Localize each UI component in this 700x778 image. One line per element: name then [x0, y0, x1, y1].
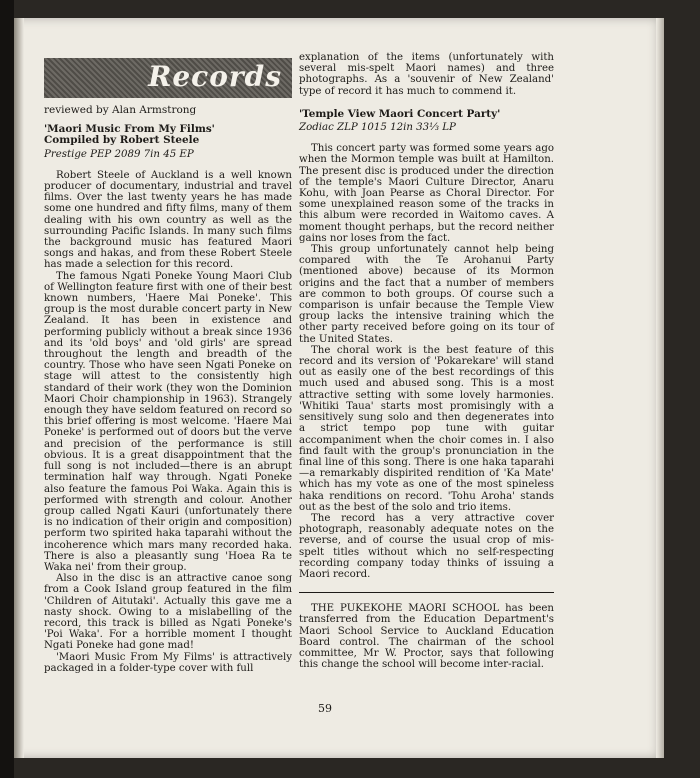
review-1-title: 'Maori Music From My Films': [44, 123, 215, 136]
news-body: has been transferred from the Education Department's Maori School Service to Auckland Education Board control. The chairman of the school committee, Mr W. Proctor, says that following this change the school will become inter-racial.: [299, 603, 554, 671]
review-1-catalog: Prestige PEP 2089 7in 45 EP: [44, 148, 194, 160]
review-1-compiler: Compiled by Robert Steele: [44, 134, 200, 147]
news-lead: THE PUKEKOHE MAORI SCHOOL: [311, 603, 500, 615]
page-spine-shadow: [14, 18, 24, 758]
review-1-paragraph: Robert Steele of Auckland is a well known producer of documentary, industrial and travel films. Over the last twenty years he has made some one hundred and fifty films, many of them dealing with his own country as well as the surrounding Pacific Islands. In many such films the background music has featured Maori songs and hakas, and from these Robert Steele has made a selection for this record.: [44, 169, 292, 271]
left-column: [44, 105, 292, 674]
section-title: Records: [148, 60, 282, 93]
page-edge-shadow: [656, 18, 664, 758]
review-2-catalog: Zodiac ZLP 1015 12in 33⅓ LP: [299, 122, 456, 134]
review-1-paragraph: Also in the disc is an attractive canoe song from a Cook Island group featured in the film 'Children of Aitutaki'. Actually this gave me a nasty shock. Owing to a mislabelling of the record, this track is billed as Ngati Poneke's 'Poi Waka'. For a horrible moment I thought Ngati Poneke had gone mad!: [44, 573, 292, 652]
section-divider: [299, 592, 554, 593]
review-2-paragraph: The record has a very attractive cover photograph, reasonably adequate notes on the reverse, and of course the usual crop of mis-spelt titles without which no self-respecting recording company today thinks of issuing a Maori record.: [299, 512, 554, 580]
section-banner: [44, 58, 292, 98]
review-2-paragraph: The choral work is the best feature of this record and its version of 'Pokarekare' will stand out as easily one of the best recordings of this much used and abused song. This is a most attractive setting with some lovely harmonies. 'Whitiki Taua' starts most promisingly with a sensitively sung solo and then degenerates into a strict tempo pop tune with guitar accompaniment when the choir comes in. I also find fault with the group's pronunciation in the final line of this song. There is one haka taparahi—a remarkably dispirited rendition of 'Ka Mate' which has my vote as one of the most spineless haka renditions on record. 'Tohu Aroha' stands out as the best of the solo and trio items.: [299, 344, 554, 513]
review-2-paragraph: This concert party was formed some years ago when the Mormon temple was built at Hamilton. The present disc is produced under the direction of the temple's Maori Culture Director, Anaru Kohu, with Joan Pearse as Choral Director. For some unexplained reason some of the tracks in this album were recorded in Waitomo caves. A moment thought perhaps, but the record neither gains nor loses from the fact.: [299, 143, 554, 244]
review-2-title: 'Temple View Maori Concert Party': [299, 107, 501, 120]
scan-edge: [0, 0, 14, 778]
right-column: [299, 52, 554, 670]
review-1-paragraph: The famous Ngati Poneke Young Maori Club of Wellington feature first with one of their best known numbers, 'Haere Mai Poneke'. This group is the most durable concert party in New Zealand. It has been in existence and performing publicly without a break since 1936 and its 'old boys' and 'old girls' are spread throughout the length and breadth of the country. Those who have seen Ngati Poneke on stage will attest to the consistently high standard of their work (they won the Dominion Maori Choir championship in 1963). Strangely enough they have seldom featured on record so this brief offering is most welcome. 'Haere Mai Poneke' is performed out of doors but the verve and precision of the performance is still obvious. It is a great disappointment that the full song is not included—there is an abrupt termination half way through. Ngati Poneke also feature the famous Poi Waka. Again this is performed with strength and colour. Another group called Ngati Kauri (unfortunately there is no indication of their origin and composition) perform two spirited haka taparahi without the incoherence which mars many recorded haka. There is also a pleasantly sung 'Hoea Ra te Waka nei' from their group.: [44, 270, 292, 573]
review-1-continuation: explanation of the items (unfortunately with several mis-spelt Maori names) and three photographs. As a 'souvenir of New Zealand' type of record it has much to commend it.: [299, 52, 554, 97]
review-2-paragraph: This group unfortunately cannot help being compared with the Te Arohanui Party (mentioned above) because of its Mormon origins and the fact that a number of members are common to both groups. Of course such a comparison is unfair because the Temple View group lacks the intensive training which the other party received before going on its tour of the United States.: [299, 244, 554, 345]
page-number: 59: [318, 702, 332, 715]
news-item: [299, 603, 554, 670]
review-1-paragraph: 'Maori Music From My Films' is attractively packaged in a folder-type cover with full: [44, 651, 292, 674]
reviewer-byline: reviewed by Alan Armstrong: [44, 104, 197, 116]
